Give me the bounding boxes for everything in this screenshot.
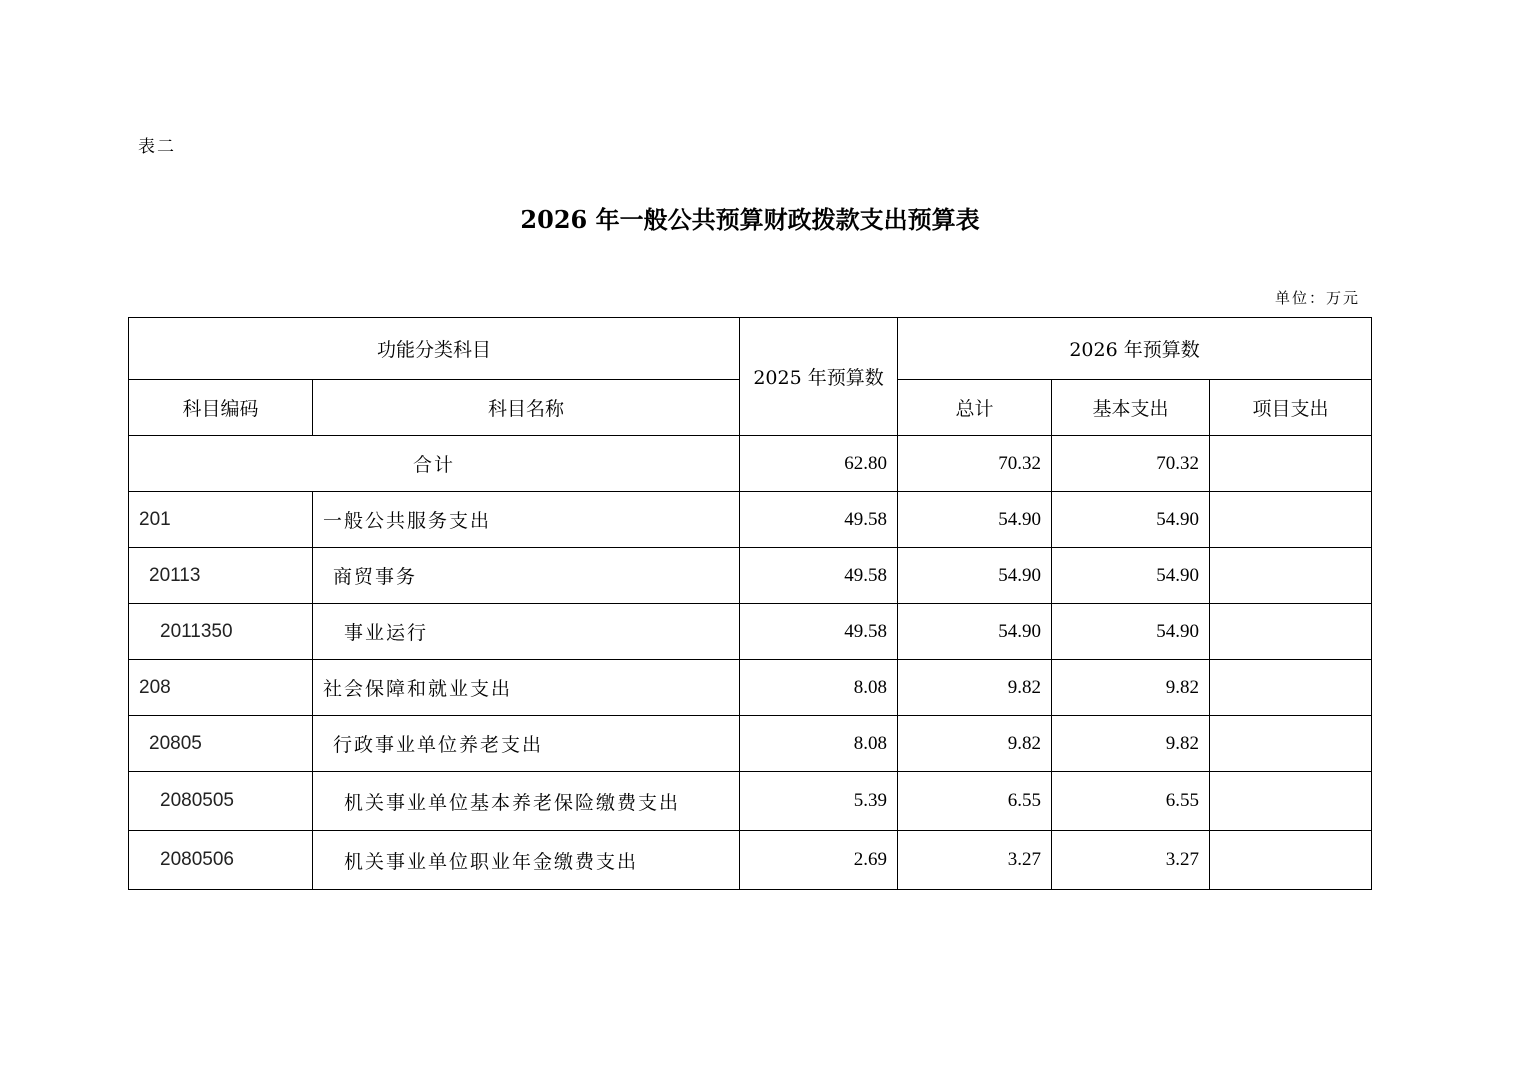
total-label: 合计 — [129, 436, 740, 492]
budget-table — [128, 317, 1372, 890]
row-basic: 54.90 — [1052, 604, 1210, 660]
table-row — [129, 492, 1372, 548]
row-basic: 54.90 — [1052, 492, 1210, 548]
row-total: 54.90 — [898, 492, 1052, 548]
row-code: 2011350 — [129, 604, 313, 660]
row-prev: 49.58 — [740, 492, 898, 548]
row-project — [1210, 660, 1372, 716]
header-total: 总计 — [898, 380, 1052, 436]
row-total: 54.90 — [898, 604, 1052, 660]
row-basic: 54.90 — [1052, 548, 1210, 604]
header-name: 科目名称 — [313, 380, 740, 436]
row-name: 事业运行 — [313, 604, 740, 660]
table-row — [129, 604, 1372, 660]
total-project — [1210, 436, 1372, 492]
row-prev: 49.58 — [740, 548, 898, 604]
table-row — [129, 660, 1372, 716]
row-code: 2080506 — [129, 831, 313, 890]
unit-note: 单位：万元 — [1274, 289, 1360, 307]
row-name: 商贸事务 — [313, 548, 740, 604]
row-prev: 49.58 — [740, 604, 898, 660]
row-project — [1210, 716, 1372, 772]
header-row-1 — [129, 318, 1372, 380]
row-basic: 3.27 — [1052, 831, 1210, 890]
header-code: 科目编码 — [129, 380, 313, 436]
row-total: 9.82 — [898, 660, 1052, 716]
document-title: 2026 年一般公共预算财政拨款支出预算表 — [520, 205, 980, 234]
row-prev: 8.08 — [740, 660, 898, 716]
row-prev: 8.08 — [740, 716, 898, 772]
row-name: 一般公共服务支出 — [313, 492, 740, 548]
row-project — [1210, 831, 1372, 890]
row-code: 2080505 — [129, 772, 313, 831]
row-name: 社会保障和就业支出 — [313, 660, 740, 716]
header-prev-budget: 2025 年预算数 — [740, 318, 898, 436]
row-total: 6.55 — [898, 772, 1052, 831]
row-code: 20805 — [129, 716, 313, 772]
total-total: 70.32 — [898, 436, 1052, 492]
row-prev: 2.69 — [740, 831, 898, 890]
row-total: 54.90 — [898, 548, 1052, 604]
total-basic: 70.32 — [1052, 436, 1210, 492]
total-row — [129, 436, 1372, 492]
header-project: 项目支出 — [1210, 380, 1372, 436]
row-total: 9.82 — [898, 716, 1052, 772]
row-project — [1210, 772, 1372, 831]
total-prev: 62.80 — [740, 436, 898, 492]
row-project — [1210, 548, 1372, 604]
row-basic: 9.82 — [1052, 660, 1210, 716]
row-code: 201 — [129, 492, 313, 548]
row-total: 3.27 — [898, 831, 1052, 890]
row-prev: 5.39 — [740, 772, 898, 831]
table-row — [129, 772, 1372, 831]
header-curr-budget: 2026 年预算数 — [898, 318, 1372, 380]
table-row — [129, 548, 1372, 604]
row-basic: 6.55 — [1052, 772, 1210, 831]
header-basic: 基本支出 — [1052, 380, 1210, 436]
row-project — [1210, 492, 1372, 548]
row-name: 行政事业单位养老支出 — [313, 716, 740, 772]
row-name: 机关事业单位基本养老保险缴费支出 — [313, 772, 740, 831]
row-project — [1210, 604, 1372, 660]
row-code: 208 — [129, 660, 313, 716]
table-row — [129, 831, 1372, 890]
table-label: 表二 — [138, 137, 176, 157]
row-code: 20113 — [129, 548, 313, 604]
header-function-group: 功能分类科目 — [129, 318, 740, 380]
table-row — [129, 716, 1372, 772]
row-basic: 9.82 — [1052, 716, 1210, 772]
row-name: 机关事业单位职业年金缴费支出 — [313, 831, 740, 890]
